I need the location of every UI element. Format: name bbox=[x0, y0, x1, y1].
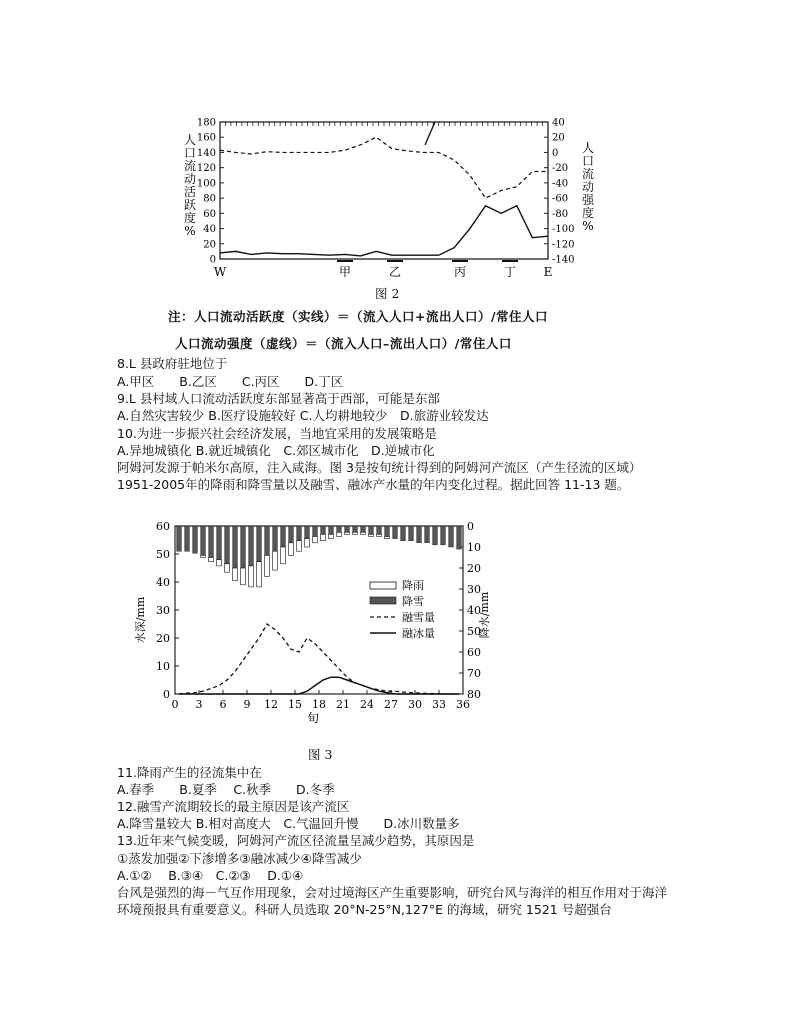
snowfall-bar bbox=[193, 526, 198, 553]
right-tick-label: 70 bbox=[467, 667, 481, 680]
right-tick-label: 20 bbox=[552, 132, 565, 144]
rainfall-bar bbox=[329, 534, 334, 538]
snowfall-bar bbox=[409, 526, 414, 541]
right-axis-label: 降水/mm bbox=[478, 591, 490, 639]
right-axis-label-char: 人 bbox=[581, 141, 595, 155]
left-tick-label: 50 bbox=[156, 548, 170, 561]
q11-stem: 11.降雨产生的径流集中在 bbox=[117, 765, 262, 780]
left-tick-label: 40 bbox=[156, 576, 170, 589]
left-tick-label: 10 bbox=[156, 660, 170, 673]
snowfall-bar bbox=[185, 526, 190, 551]
figure-2-note-line-1: 注：人口流动活跃度（实线）＝（流入人口+流出人口）/常住人口 bbox=[168, 309, 549, 324]
rainfall-bar bbox=[289, 543, 294, 556]
q10-options: A.异地城镇化 B.就近城镇化 C.郊区城市化 D.逆城市化 bbox=[117, 443, 435, 458]
q11-options: A.春季 B.夏季 C.秋季 D.冬季 bbox=[117, 782, 335, 797]
rainfall-bar bbox=[209, 558, 214, 562]
legend-snow-swatch bbox=[370, 597, 396, 604]
right-axis-label-char: % bbox=[582, 219, 594, 233]
x-tick-label: 9 bbox=[243, 698, 251, 711]
snowfall-bar bbox=[249, 526, 254, 566]
legend-label: 融雪量 bbox=[402, 611, 435, 624]
x-label-e: E bbox=[543, 265, 553, 279]
snowfall-bar bbox=[233, 526, 238, 568]
left-tick-label: 20 bbox=[203, 239, 216, 251]
q13-stem: 13.近年来气候变暖，阿姆河产流区径流量呈减少趋势，其原因是 bbox=[117, 833, 475, 848]
x-tick-label: 36 bbox=[456, 698, 470, 711]
right-tick-label: 50 bbox=[467, 625, 481, 638]
snowfall-bar bbox=[337, 526, 342, 532]
snowfall-bar bbox=[281, 526, 286, 547]
snowfall-bar bbox=[241, 526, 246, 568]
rainfall-bar bbox=[345, 532, 350, 534]
right-tick-label: 20 bbox=[467, 562, 481, 575]
snowfall-bar bbox=[361, 526, 366, 532]
right-tick-label: 30 bbox=[467, 583, 481, 596]
x-tick-label: 18 bbox=[312, 698, 326, 711]
solid-spike-segment bbox=[425, 122, 435, 145]
right-axis-label-char: 强 bbox=[581, 193, 595, 207]
left-tick-label: 0 bbox=[163, 688, 170, 701]
q8-stem: 8.L 县政府驻地位于 bbox=[117, 356, 228, 371]
snowfall-bar bbox=[369, 526, 374, 534]
q10-stem: 10.为进一步振兴社会经济发展，当地宜采用的发展策略是 bbox=[117, 426, 437, 441]
snowfall-bar bbox=[217, 526, 222, 560]
left-tick-label: 100 bbox=[196, 178, 216, 190]
snowfall-bar bbox=[353, 526, 358, 532]
snowfall-bar bbox=[401, 526, 406, 541]
q9-stem: 9.L 县村域人口流动活跃度东部显著高于西部，可能是东部 bbox=[117, 391, 440, 406]
rainfall-bar bbox=[241, 568, 246, 585]
intensity-dashed-line bbox=[220, 137, 548, 198]
snowfall-bar bbox=[225, 526, 230, 564]
left-tick-label: 60 bbox=[203, 208, 216, 220]
snowfall-bar bbox=[457, 526, 462, 549]
legend-label: 降雨 bbox=[402, 579, 424, 592]
snowfall-bar bbox=[201, 526, 206, 555]
rainfall-bar bbox=[257, 562, 262, 587]
x-tick-label: 30 bbox=[408, 698, 422, 711]
activity-solid-line bbox=[220, 206, 548, 256]
left-tick-label: 60 bbox=[156, 520, 170, 533]
passage-typhoon: 台风是强烈的海－气互作用现象，会对过境海区产生重要影响，研究台风与海洋的相互作用对于海洋环境预报具有重要意义。科研人员选取 20°N-25°N,127°E 的海域，研究 1521 号超强台 bbox=[117, 885, 668, 917]
figure-2-caption: 图 2 bbox=[375, 286, 400, 301]
legend-rain-swatch bbox=[370, 582, 396, 589]
figure-3-caption: 图 3 bbox=[308, 747, 333, 762]
legend-label: 融冰量 bbox=[402, 627, 435, 640]
snowfall-bar bbox=[377, 526, 382, 534]
right-tick-label: 10 bbox=[467, 541, 481, 554]
x-tick-label: 21 bbox=[336, 698, 350, 711]
left-axis-label-char: 口 bbox=[183, 146, 197, 160]
x-tick-label: 0 bbox=[171, 698, 179, 711]
q12-options: A.降雪量较大 B.相对高度大 C.气温回升慢 D.冰川数量多 bbox=[117, 816, 460, 831]
snowfall-bar bbox=[449, 526, 454, 547]
passage-amu-darya: 阿姆河发源于帕米尔高原，注入咸海。图 3是按旬统计得到的阿姆河产流区（产生径流的区域）1951-2005年的降雨和降雪量以及融雪、融冰产水量的年内变化过程。据此回答 11-13 题。 bbox=[117, 460, 642, 492]
rainfall-bar bbox=[201, 555, 206, 557]
rainfall-bar bbox=[233, 568, 238, 581]
x-label-w: W bbox=[213, 265, 227, 279]
right-tick-label: 60 bbox=[467, 646, 481, 659]
snowfall-bar bbox=[329, 526, 334, 534]
right-axis-label-char: 流 bbox=[581, 167, 595, 181]
left-tick-label: 20 bbox=[156, 632, 170, 645]
rainfall-bar bbox=[321, 534, 326, 540]
snowfall-bar bbox=[425, 526, 430, 543]
rainfall-bar bbox=[385, 537, 390, 539]
left-tick-label: 120 bbox=[196, 163, 216, 175]
x-label-yi: 乙 bbox=[388, 265, 402, 279]
x-label-ding: 丁 bbox=[503, 265, 517, 279]
right-tick-label: 0 bbox=[467, 520, 474, 533]
left-axis-label-char: 流 bbox=[183, 159, 197, 173]
left-axis-label-char: 动 bbox=[183, 172, 197, 186]
x-tick-label: 15 bbox=[288, 698, 302, 711]
left-axis-label-char: 跃 bbox=[183, 198, 197, 212]
rainfall-bar bbox=[249, 566, 254, 587]
snowfall-bar bbox=[345, 526, 350, 532]
right-tick-label: -60 bbox=[552, 193, 569, 205]
snowfall-bar bbox=[177, 526, 182, 551]
snowfall-bar bbox=[297, 526, 302, 541]
x-label-jia: 甲 bbox=[338, 265, 352, 279]
x-tick-label: 3 bbox=[195, 698, 203, 711]
rainfall-bar bbox=[353, 532, 358, 534]
snowfall-bar bbox=[433, 526, 438, 545]
x-tick-label: 33 bbox=[432, 698, 446, 711]
snowfall-bar bbox=[265, 526, 270, 555]
x-tick-label: 6 bbox=[219, 698, 227, 711]
right-tick-label: -120 bbox=[552, 239, 575, 251]
rainfall-bar bbox=[265, 555, 270, 576]
right-axis-label-char: 口 bbox=[581, 154, 595, 168]
snowfall-bar bbox=[417, 526, 422, 543]
x-axis-label: 旬 bbox=[306, 711, 320, 723]
figure-2 bbox=[170, 112, 600, 292]
right-tick-label: 0 bbox=[552, 147, 559, 159]
snowfall-bar bbox=[385, 526, 390, 537]
left-tick-label: 40 bbox=[203, 224, 216, 236]
left-tick-label: 180 bbox=[196, 117, 216, 129]
x-tick-label: 27 bbox=[384, 698, 398, 711]
x-tick-label: 12 bbox=[264, 698, 278, 711]
right-tick-label: 80 bbox=[467, 688, 481, 701]
rainfall-bar bbox=[297, 541, 302, 552]
rainfall-bar bbox=[305, 539, 310, 547]
rainfall-bar bbox=[369, 534, 374, 536]
right-tick-label: 40 bbox=[467, 604, 481, 617]
left-axis-label-char: 活 bbox=[183, 185, 197, 199]
snowfall-bar bbox=[441, 526, 446, 545]
rainfall-bar bbox=[377, 534, 382, 536]
left-tick-label: 140 bbox=[196, 147, 216, 159]
figure-3 bbox=[130, 518, 490, 723]
left-axis-label-char: 度 bbox=[183, 211, 197, 225]
rainfall-bar bbox=[217, 560, 222, 566]
rainfall-bar bbox=[225, 564, 230, 572]
figure-3-chart bbox=[130, 518, 490, 723]
figure-2-note-line-2: 人口流动强度（虚线）＝（流入人口–流出人口）/常住人口 bbox=[175, 336, 512, 351]
snowfall-bar bbox=[209, 526, 214, 558]
right-tick-label: -40 bbox=[552, 178, 569, 190]
left-axis-label-char: 人 bbox=[183, 133, 197, 147]
q13-options: A.①② B.③④ C.②③ D.①④ bbox=[117, 868, 304, 883]
right-axis-label-char: 动 bbox=[581, 180, 595, 194]
q12-stem: 12.融雪产流期较长的最主原因是该产流区 bbox=[117, 799, 350, 814]
snowfall-bar bbox=[305, 526, 310, 539]
snowfall-bar bbox=[273, 526, 278, 551]
rainfall-bar bbox=[273, 551, 278, 570]
left-axis-label: 水深/mm bbox=[134, 596, 147, 644]
right-tick-label: -140 bbox=[552, 254, 575, 266]
q13-choices: ①蒸发加强②下渗增多③融冰减少④降雪减少 bbox=[117, 851, 362, 866]
rainfall-bar bbox=[361, 532, 366, 534]
snowfall-bar bbox=[321, 526, 326, 534]
snowfall-bar bbox=[257, 526, 262, 562]
legend-label: 降雪 bbox=[402, 595, 424, 608]
snowfall-bar bbox=[289, 526, 294, 543]
snowfall-bar bbox=[313, 526, 318, 537]
left-tick-label: 30 bbox=[156, 604, 170, 617]
x-tick-label: 24 bbox=[360, 698, 374, 711]
rainfall-bar bbox=[313, 537, 318, 543]
q8-options: A.甲区 B.乙区 C.丙区 D.丁区 bbox=[117, 374, 344, 389]
x-label-bing: 丙 bbox=[453, 265, 467, 279]
right-tick-label: -20 bbox=[552, 163, 569, 175]
right-tick-label: -80 bbox=[552, 208, 569, 220]
snowfall-bar bbox=[393, 526, 398, 539]
left-tick-label: 0 bbox=[209, 254, 216, 266]
q9-options: A.自然灾害较少 B.医疗设施较好 C.人均耕地较少 D.旅游业较发达 bbox=[117, 408, 489, 423]
right-tick-label: -100 bbox=[552, 224, 575, 236]
right-axis-label-char: 度 bbox=[581, 206, 595, 220]
figure-2-chart bbox=[170, 112, 600, 292]
left-tick-label: 80 bbox=[203, 193, 216, 205]
left-axis-label-char: % bbox=[184, 224, 196, 238]
rainfall-bar bbox=[281, 547, 286, 564]
right-tick-label: 40 bbox=[552, 117, 565, 129]
left-tick-label: 160 bbox=[196, 132, 216, 144]
rainfall-bar bbox=[337, 532, 342, 536]
